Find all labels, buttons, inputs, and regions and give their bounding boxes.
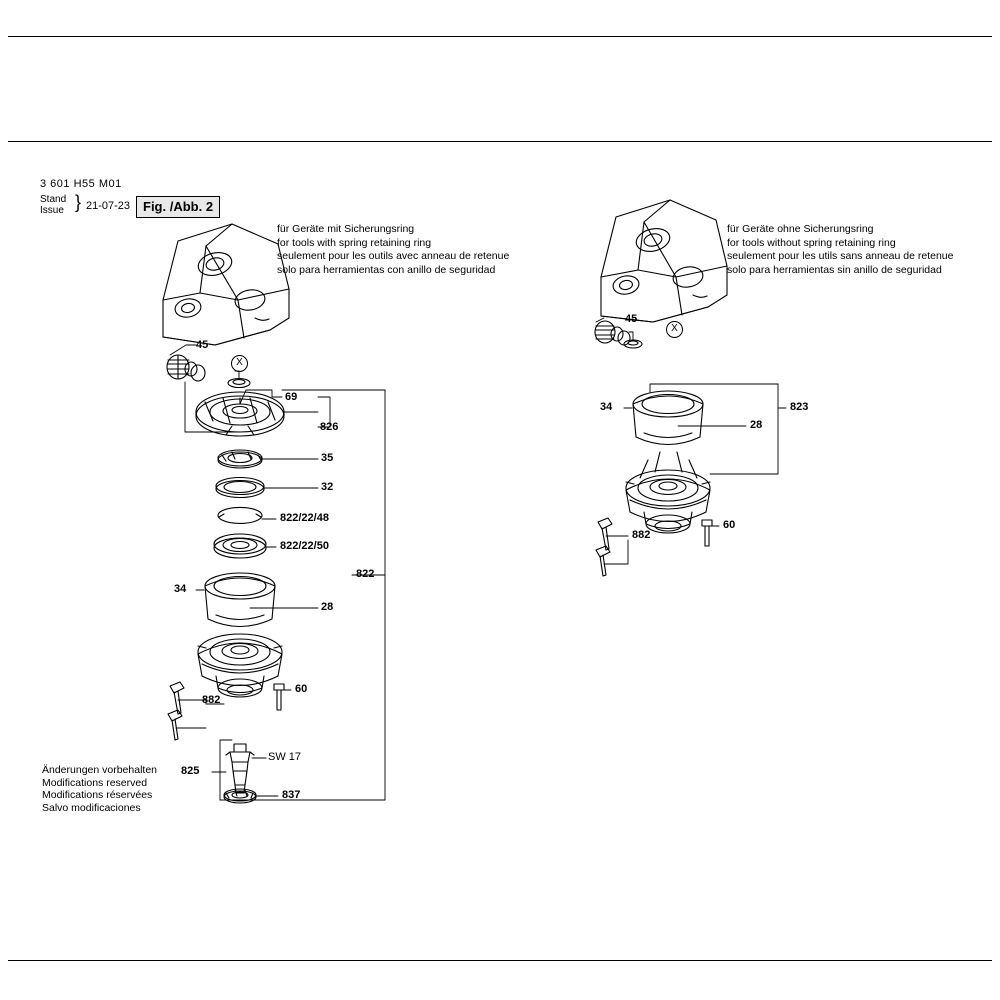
callout-837: 837 <box>282 789 301 801</box>
stand-label: Stand <box>40 194 67 205</box>
pinion-gear-45 <box>167 355 205 381</box>
gearbox-housing-assembly <box>198 634 282 697</box>
callout-34-right: 34 <box>600 401 613 413</box>
gear-housing-left <box>163 224 289 345</box>
dust-cup-34 <box>205 573 275 627</box>
leader-lines-right <box>596 318 786 564</box>
retaining-ring-x-left <box>228 379 250 388</box>
callout-x-right: X <box>666 321 683 338</box>
callout-32: 32 <box>321 481 334 493</box>
callout-822-22-48: 822/22/48 <box>280 512 329 524</box>
modifications-footnote: Änderungen vorbehalten Modifications reserved Modifications réservées Salvo modificaciones <box>42 764 158 814</box>
screws-882-right <box>596 518 612 576</box>
dust-cup-34-right <box>633 391 703 445</box>
screws-882-left <box>168 682 184 740</box>
washer-35 <box>218 450 262 468</box>
callout-28-left: 28 <box>321 601 334 613</box>
header-divider-top <box>8 36 992 37</box>
gearbox-housing-assembly-right <box>626 452 710 533</box>
callout-882-left: 882 <box>202 694 221 706</box>
callout-28-right: 28 <box>750 419 763 431</box>
callout-60-left: 60 <box>295 683 308 695</box>
retaining-ring-x-right <box>624 340 642 348</box>
bearing-822-22-50 <box>214 534 266 558</box>
figure-badge: Fig. /Abb. 2 <box>136 196 220 218</box>
legend-right: für Geräte ohne Sicherungsring for tools without spring retaining ring seulement pour les utils sans anneau de retenue solo para herramientas sin anillo de seguridad <box>727 223 954 276</box>
stand-issue-labels <box>40 194 66 216</box>
ring-32 <box>216 478 264 498</box>
callout-35: 35 <box>321 452 334 464</box>
callout-822: 822 <box>356 568 375 580</box>
callout-823: 823 <box>790 401 809 413</box>
spindle-825 <box>226 744 254 793</box>
footer-divider <box>8 960 992 961</box>
legend-left: für Geräte mit Sicherungsring for tools with spring retaining ring seulement pour les outils avec anneau de retenue solo para herramientas con anillo de seguridad <box>277 223 510 276</box>
leader-lines-left <box>170 345 385 800</box>
callout-825: 825 <box>181 765 200 777</box>
crown-gear-826 <box>196 392 284 436</box>
callout-69: 69 <box>285 391 298 403</box>
header-divider-second <box>8 141 992 142</box>
circlip-822-22-48 <box>218 507 262 523</box>
document-date: 21-07-23 <box>86 200 131 212</box>
callout-882-right: 882 <box>632 529 651 541</box>
callout-822-22-50: 822/22/50 <box>280 540 329 552</box>
callout-34-left: 34 <box>174 583 187 595</box>
gear-housing-right <box>601 200 727 322</box>
callout-45-left: 45 <box>196 339 209 351</box>
callout-x-left: X <box>231 355 248 372</box>
document-number: 3 601 H55 M01 <box>40 178 122 190</box>
callout-45-right: 45 <box>625 313 638 325</box>
brace-glyph: } <box>75 192 82 212</box>
flange-nut-837 <box>224 789 256 803</box>
callout-60-right: 60 <box>723 519 736 531</box>
callout-sw17: SW 17 <box>268 751 302 763</box>
screws-60-right <box>702 520 712 546</box>
screws-60-left <box>274 684 284 710</box>
issue-label: Issue <box>40 205 64 216</box>
callout-826: 826 <box>320 421 339 433</box>
